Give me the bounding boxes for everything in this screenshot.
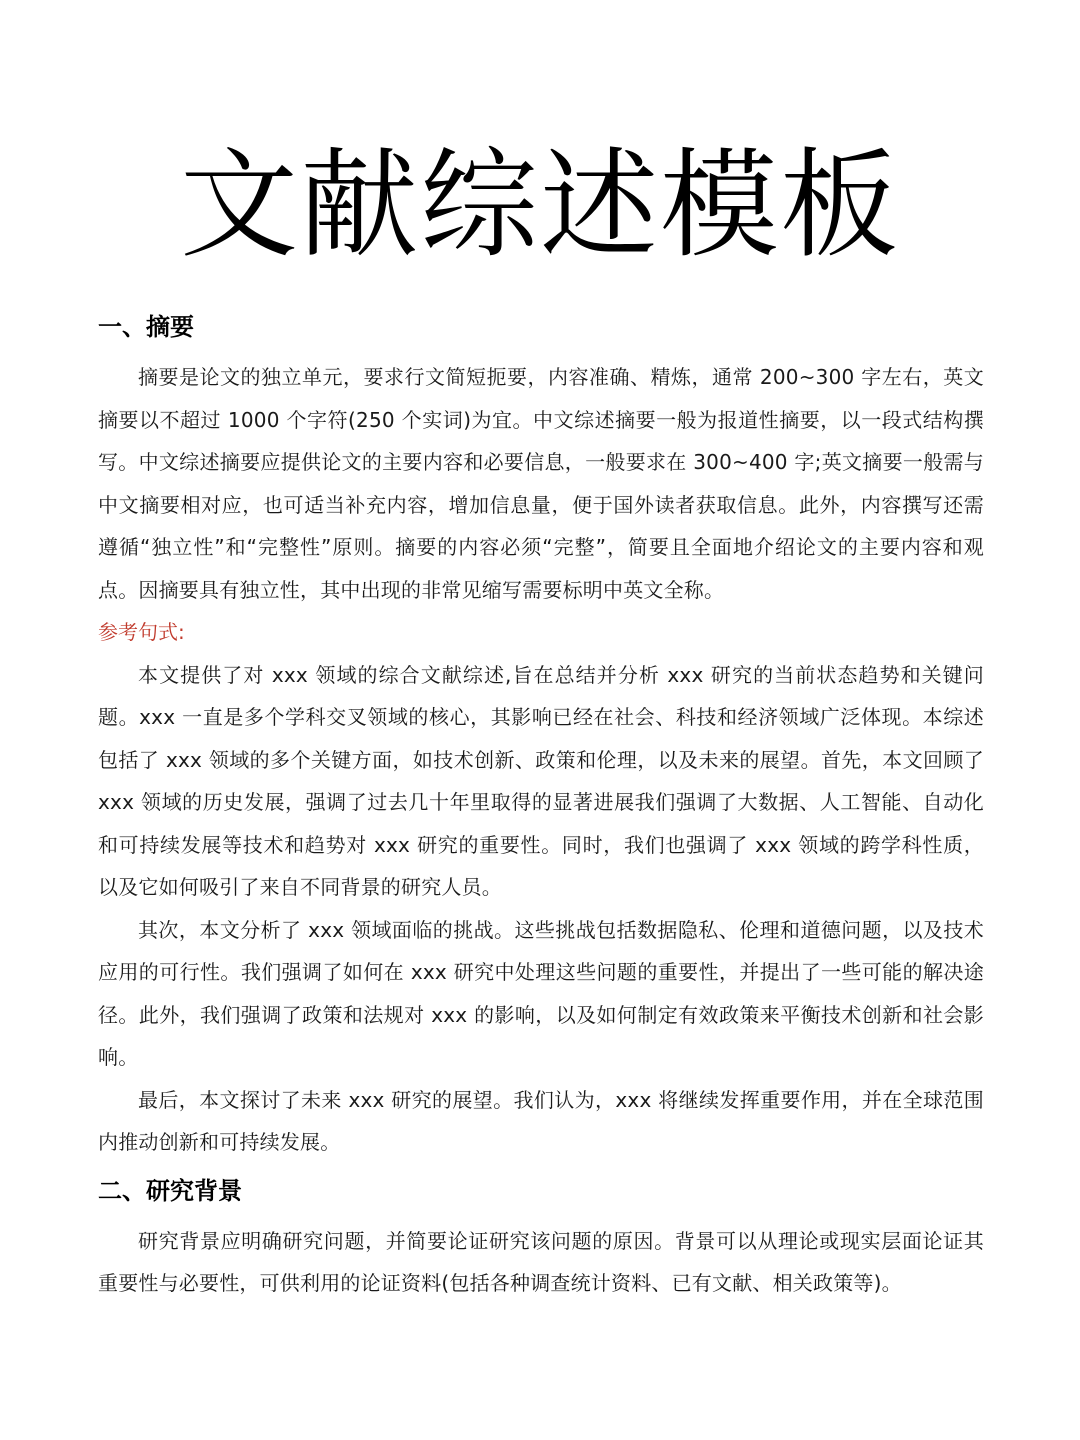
- section-background: [98, 1170, 984, 1305]
- reference-paragraph: 最后，本文探讨了未来 xxx 研究的展望。我们认为，xxx 将继续发挥重要作用，并在全球范围内推动创新和可持续发展。: [98, 1087, 984, 1154]
- document-body: [98, 306, 984, 1305]
- reference-sentence-label: 参考句式:: [98, 620, 185, 644]
- section-heading-abstract: 一、摘要: [98, 313, 194, 341]
- section-abstract: [98, 306, 984, 1164]
- reference-paragraph: 本文提供了对 xxx 领域的综合文献综述,旨在总结并分析 xxx 研究的当前状态趋势和关键问题。xxx 一直是多个学科交叉领域的核心，其影响已经在社会、科技和经济领域广泛体现。本综述包括了 xxx 领域的多个关键方面，如技术创新、政策和伦理，以及未来的展望。首先，本文回顾了 xxx 领域的历史发展，强调了过去几十年里取得的显著进展我们强调了大数据、人工智能、自动化和可持续发展等技术和趋势对 xxx 研究的重要性。同时，我们也强调了 xxx 领域的跨学科性质，以及它如何吸引了来自不同背景的研究人员。: [98, 662, 984, 899]
- reference-paragraph: 其次，本文分析了 xxx 领域面临的挑战。这些挑战包括数据隐私、伦理和道德问题，以及技术应用的可行性。我们强调了如何在 xxx 研究中处理这些问题的重要性，并提出了一些可能的解决途径。此外，我们强调了政策和法规对 xxx 的影响，以及如何制定有效政策来平衡技术创新和社会影响。: [98, 917, 984, 1069]
- background-paragraph: 研究背景应明确研究问题，并简要论证研究该问题的原因。背景可以从理论或现实层面论证其重要性与必要性，可供利用的论证资料(包括各种调查统计资料、已有文献、相关政策等)。: [98, 1228, 984, 1295]
- document-title: 文献综述模板: [179, 136, 900, 274]
- abstract-paragraph: 摘要是论文的独立单元，要求行文简短扼要，内容准确、精炼，通常 200~300 字左右，英文摘要以不超过 1000 个字符(250 个实词)为宜。中文综述摘要一般为报道性摘要，以一段式结构撰写。中文综述摘要应提供论文的主要内容和必要信息，一般要求在 300~400 字;英文摘要一般需与中文摘要相对应，也可适当补充内容，增加信息量，便于国外读者获取信息。此外，内容撰写还需遵循“独立性”和“完整性”原则。摘要的内容必须“完整”，简要且全面地介绍论文的主要内容和观点。因摘要具有独立性，其中出现的非常见缩写需要标明中英文全称。: [98, 365, 984, 602]
- section-heading-background: 二、研究背景: [98, 1176, 242, 1205]
